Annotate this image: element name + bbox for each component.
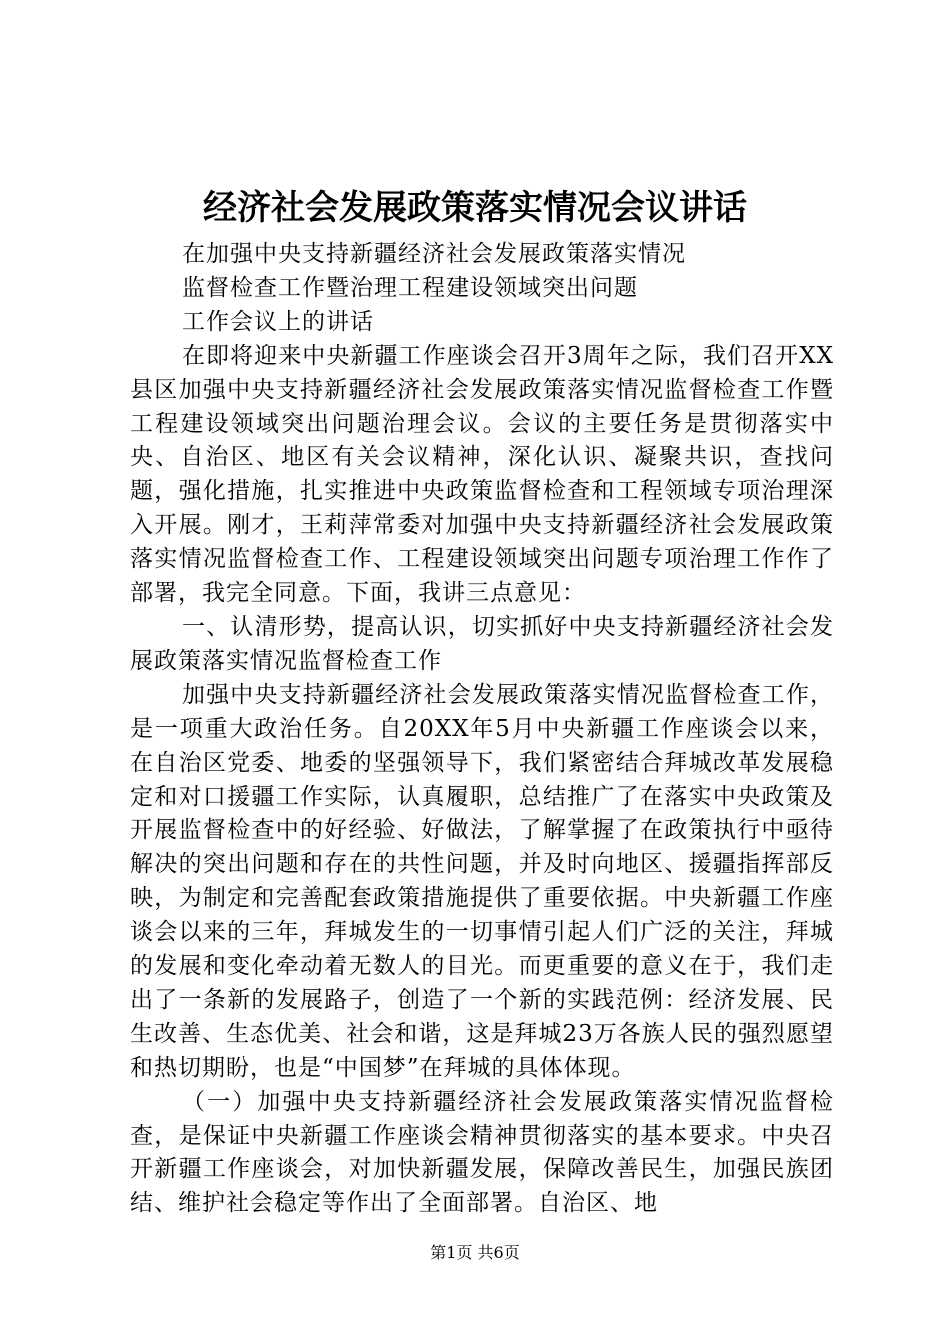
document-body bbox=[130, 238, 834, 1221]
document-title: 经济社会发展政策落实情况会议讲话 bbox=[203, 188, 747, 228]
paragraph-intro: 在即将迎来中央新疆工作座谈会召开3周年之际，我们召开XX县区加强中央支持新疆经济社会发展政策落实情况监督检查工作暨工程建设领域突出问题治理会议。会议的主要任务是贯彻落实中央、自治区、地区有关会议精神，深化认识、凝聚共识，查找问题，强化措施，扎实推进中央政策监督检查和工程领域专项治理深入开展。刚才，王莉萍常委对加强中央支持新疆经济社会发展政策落实情况监督检查工作、工程建设领域突出问题专项治理工作作了部署，我完全同意。下面，我讲三点意见： bbox=[130, 342, 834, 607]
heading-line-3: 工作会议上的讲话 bbox=[182, 308, 374, 335]
paragraph-subsection-1: （一）加强中央支持新疆经济社会发展政策落实情况监督检查，是保证中央新疆工作座谈会精神贯彻落实的基本要求。中央召开新疆工作座谈会，对加快新疆发展，保障改善民生，加强民族团结、维护社会稳定等作出了全面部署。自治区、地 bbox=[130, 1088, 834, 1217]
section-heading-1: 一、认清形势，提高认识，切实抓好中央支持新疆经济社会发展政策落实情况监督检查工作 bbox=[130, 613, 834, 674]
heading-line-1: 在加强中央支持新疆经济社会发展政策落实情况 bbox=[182, 241, 686, 267]
heading-line-2: 监督检查工作暨治理工程建设领域突出问题 bbox=[182, 274, 638, 301]
page-footer: 第1页 共6页 bbox=[430, 1243, 520, 1262]
paragraph-section-1: 加强中央支持新疆经济社会发展政策落实情况监督检查工作，是一项重大政治任务。自20XX年5月中央新疆工作座谈会以来，在自治区党委、地委的坚强领导下，我们紧密结合拜城改革发展稳定和对口援疆工作实际，认真履职，总结推广了在落实中央政策及开展监督检查中的好经验、好做法，了解掌握了在政策执行中亟待解决的突出问题和存在的共性问题，并及时向地区、援疆指挥部反映，为制定和完善配套政策措施提供了重要依据。中央新疆工作座谈会以来的三年，拜城发生的一切事情引起人们广泛的关注，拜城的发展和变化牵动着无数人的目光。而更重要的意义在于，我们走出了一条新的发展路子，创造了一个新的实践范例：经济发展、民生改善、生态优美、社会和谐，这是拜城23万各族人民的强烈愿望和热切期盼，也是“中国梦”在拜城的具体体现。 bbox=[130, 681, 834, 1081]
